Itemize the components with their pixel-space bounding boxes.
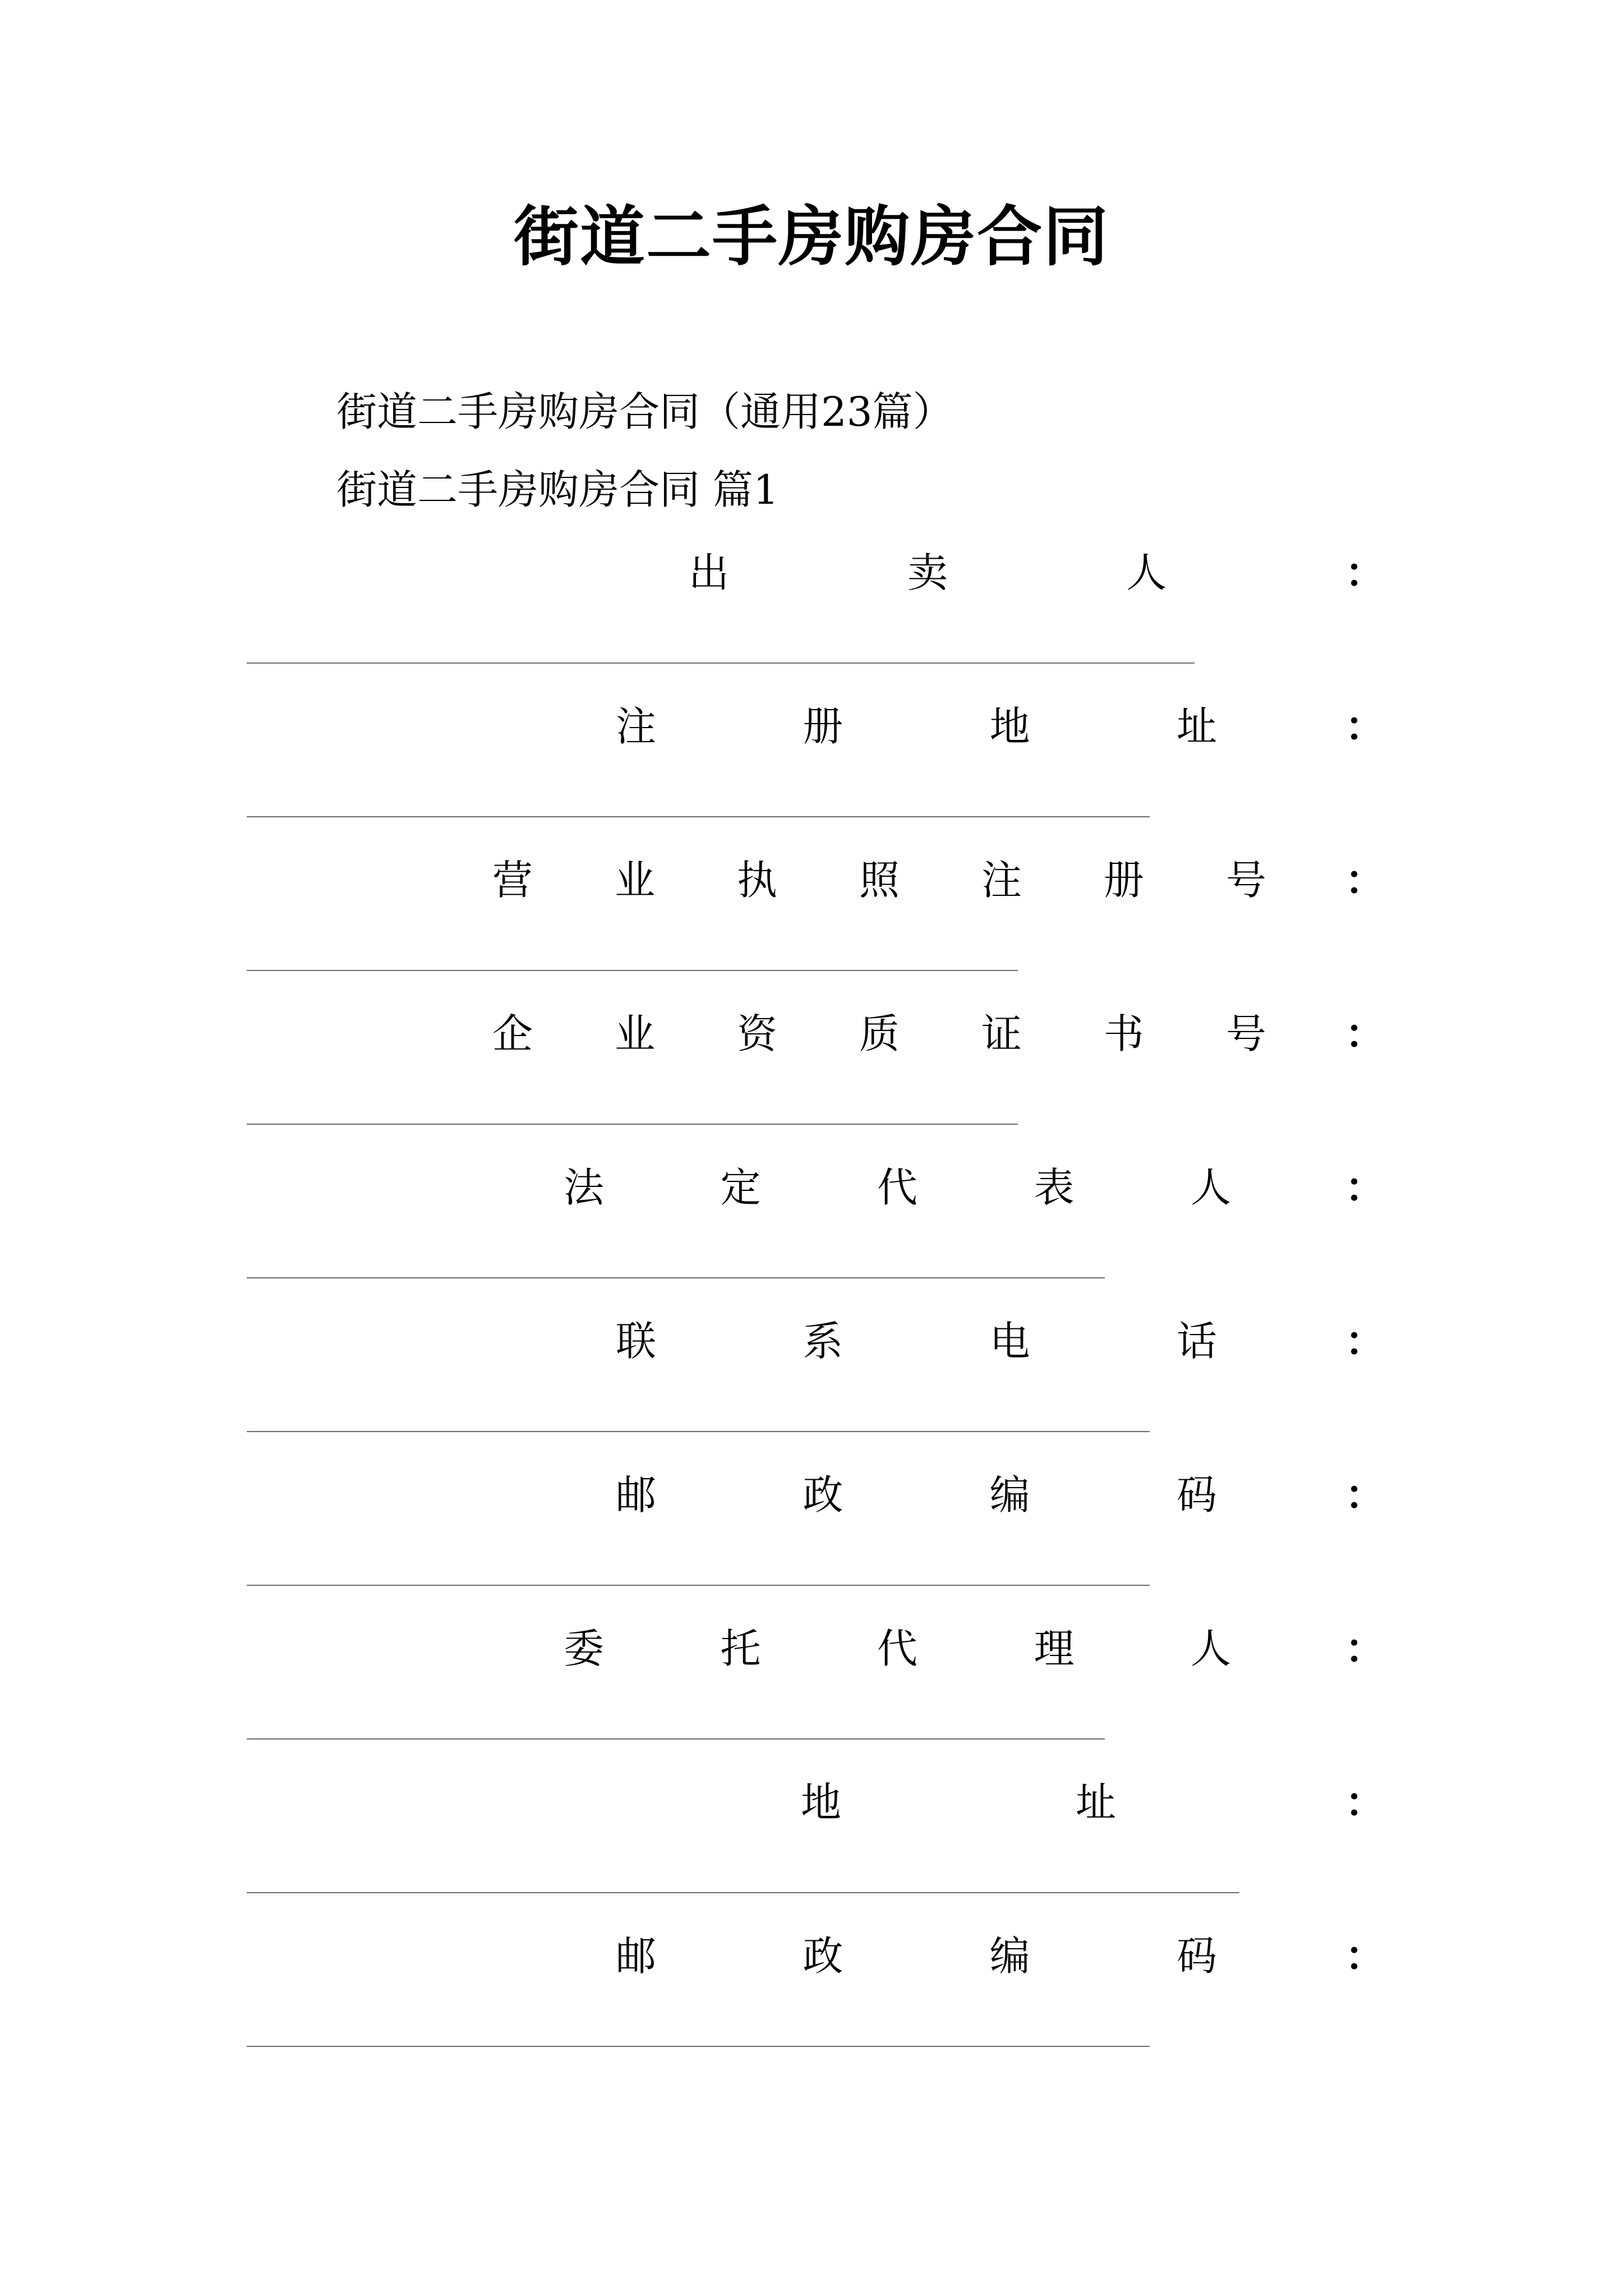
field-label xyxy=(564,1623,1231,1674)
field-label xyxy=(492,855,1266,905)
fill-in-blank-line[interactable] xyxy=(247,970,1018,971)
field-colon: ： xyxy=(1345,1317,1386,1365)
label-char: 编 xyxy=(989,1932,1030,1980)
fill-in-blank-line[interactable] xyxy=(247,1738,1105,1740)
field-colon: ： xyxy=(1345,549,1386,596)
fill-in-blank-line[interactable] xyxy=(247,2046,1150,2047)
label-char: 编 xyxy=(989,1471,1030,1519)
label-char: 人 xyxy=(1190,1625,1231,1672)
label-char: 码 xyxy=(1176,1471,1217,1519)
field-legal-representative xyxy=(0,1162,1623,1316)
field-colon: ： xyxy=(1345,1163,1386,1211)
label-char: 书 xyxy=(1103,1010,1144,1057)
label-char: 质 xyxy=(859,1010,900,1057)
label-char: 邮 xyxy=(616,1932,657,1980)
field-authorized-agent xyxy=(0,1623,1623,1777)
label-char: 照 xyxy=(859,857,900,904)
field-label xyxy=(616,1316,1217,1366)
label-char: 系 xyxy=(803,1318,843,1365)
label-char: 资 xyxy=(736,1010,777,1057)
document-subtitle: 街道二手房购房合同（通用23篇） xyxy=(336,388,953,435)
label-char: 代 xyxy=(877,1164,917,1211)
label-char: 号 xyxy=(1225,857,1266,904)
label-char: 法 xyxy=(564,1164,605,1211)
label-char: 托 xyxy=(720,1625,761,1672)
label-char: 地 xyxy=(801,1779,842,1826)
field-contact-phone xyxy=(0,1316,1623,1470)
label-char: 政 xyxy=(803,1932,843,1980)
fill-in-blank-line[interactable] xyxy=(247,1585,1150,1586)
label-char: 执 xyxy=(736,857,777,904)
label-char: 址 xyxy=(1075,1779,1116,1826)
fill-in-blank-line[interactable] xyxy=(247,1431,1150,1432)
field-registered-address xyxy=(0,701,1623,855)
field-label xyxy=(616,701,1217,752)
field-address xyxy=(0,1777,1623,1931)
label-char: 政 xyxy=(803,1471,843,1519)
section-heading: 街道二手房购房合同 篇1 xyxy=(336,466,779,513)
label-char: 理 xyxy=(1034,1625,1075,1672)
document-title: 街道二手房购房合同 xyxy=(514,199,1109,275)
field-label xyxy=(616,1470,1217,1520)
label-char: 电 xyxy=(989,1318,1030,1365)
field-colon: ： xyxy=(1345,702,1386,750)
label-char: 业 xyxy=(614,857,655,904)
field-label xyxy=(801,1777,1116,1828)
fill-in-blank-line[interactable] xyxy=(247,816,1150,817)
label-char: 号 xyxy=(1225,1010,1266,1057)
field-colon: ： xyxy=(1345,1625,1386,1672)
fill-in-blank-line[interactable] xyxy=(247,1277,1105,1278)
field-label xyxy=(564,1162,1231,1213)
label-char: 营 xyxy=(492,857,533,904)
field-colon: ： xyxy=(1345,1471,1386,1519)
label-char: 册 xyxy=(1103,857,1144,904)
label-char: 联 xyxy=(616,1318,657,1365)
field-colon: ： xyxy=(1345,1010,1386,1057)
fill-in-blank-line[interactable] xyxy=(247,662,1195,664)
label-char: 话 xyxy=(1176,1318,1217,1365)
label-char: 邮 xyxy=(616,1471,657,1519)
label-char: 码 xyxy=(1176,1932,1217,1980)
fill-in-blank-line[interactable] xyxy=(247,1124,1018,1125)
label-char: 注 xyxy=(616,703,657,750)
field-seller xyxy=(0,547,1623,701)
label-char: 业 xyxy=(614,1010,655,1057)
label-char: 委 xyxy=(564,1625,605,1672)
field-colon: ： xyxy=(1345,1932,1386,1980)
label-char: 卖 xyxy=(907,549,948,596)
label-char: 址 xyxy=(1176,703,1217,750)
field-label xyxy=(689,547,1166,598)
field-colon: ： xyxy=(1345,856,1386,904)
label-char: 定 xyxy=(720,1164,761,1211)
fill-in-blank-line[interactable] xyxy=(247,1892,1239,1893)
field-business-license-number xyxy=(0,855,1623,1009)
label-char: 出 xyxy=(689,549,730,596)
field-postal-code xyxy=(0,1470,1623,1623)
label-char: 证 xyxy=(981,1010,1022,1057)
field-colon: ： xyxy=(1345,1778,1386,1826)
label-char: 注 xyxy=(981,857,1022,904)
label-char: 人 xyxy=(1126,549,1166,596)
label-char: 企 xyxy=(492,1010,533,1057)
label-char: 册 xyxy=(803,703,843,750)
field-qualification-certificate-number xyxy=(0,1009,1623,1162)
label-char: 代 xyxy=(877,1625,917,1672)
label-char: 地 xyxy=(989,703,1030,750)
label-char: 表 xyxy=(1034,1164,1075,1211)
field-label xyxy=(492,1009,1266,1059)
field-label xyxy=(616,1931,1217,1981)
field-postal-code xyxy=(0,1931,1623,2085)
label-char: 人 xyxy=(1190,1164,1231,1211)
